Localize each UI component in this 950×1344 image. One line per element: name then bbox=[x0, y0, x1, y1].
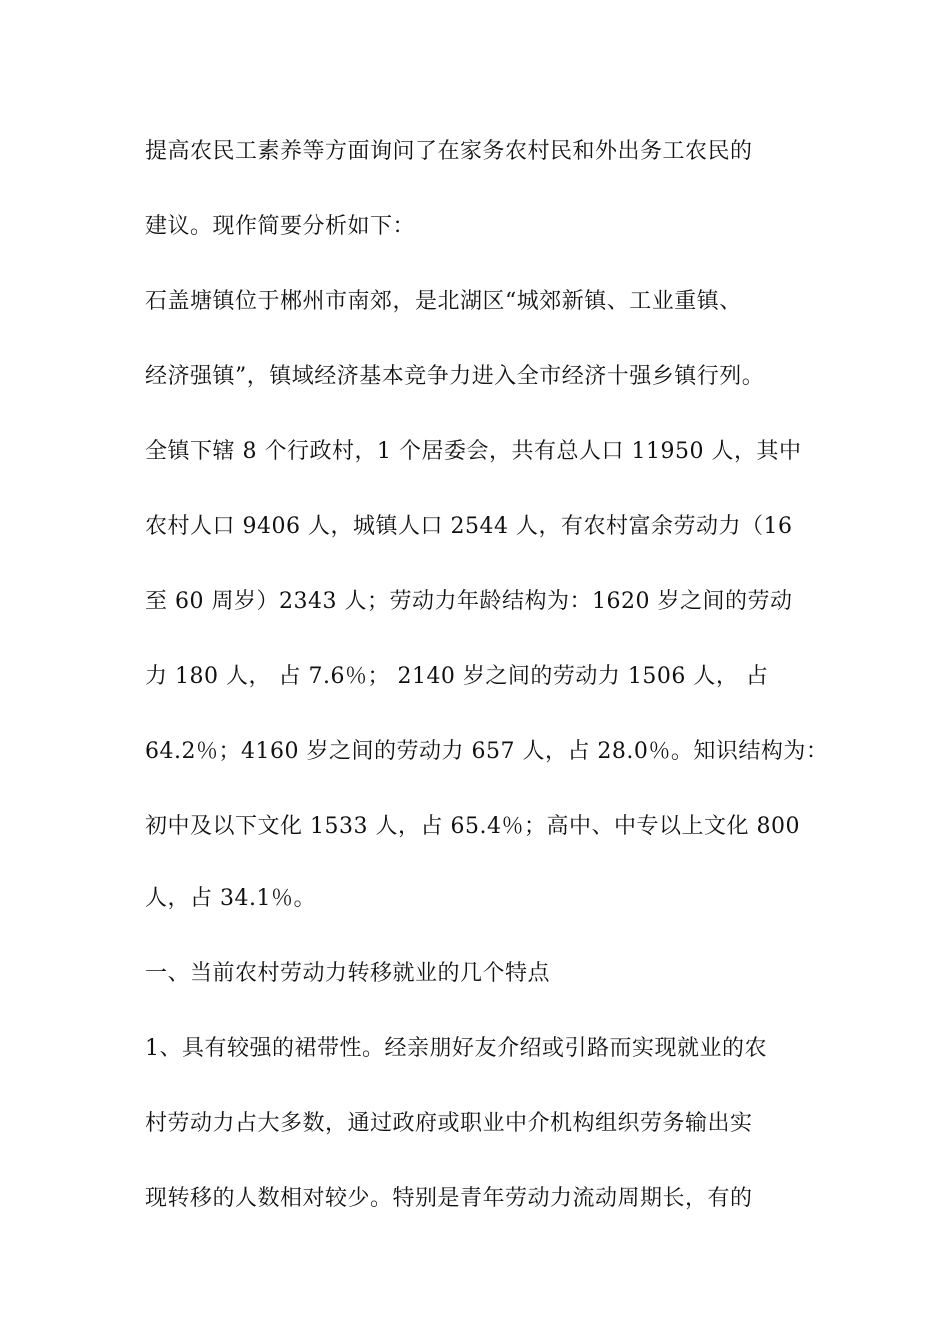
text-line: 初中及以下文化 1533 人，占 65.4％；高中、中专以上文化 800 bbox=[145, 814, 800, 839]
text-line: 人，占 34.1％。 bbox=[145, 886, 316, 911]
text-line: 力 180 人， 占 7.6％； 2140 岁之间的劳动力 1506 人， 占 bbox=[145, 664, 769, 689]
text-line: 村劳动力占大多数，通过政府或职业中介机构组织劳务输出实 bbox=[145, 1111, 753, 1136]
text-line: 建议。现作简要分析如下： bbox=[145, 214, 416, 239]
text-line: 64.2％；4160 岁之间的劳动力 657 人，占 28.0％。知识结构为： bbox=[145, 739, 829, 764]
text-line: 1、具有较强的裙带性。经亲朋好友介绍或引路而实现就业的农 bbox=[145, 1036, 767, 1061]
text-line: 至 60 周岁）2343 人；劳动力年龄结构为：1620 岁之间的劳动 bbox=[145, 589, 793, 614]
text-line: 提高农民工素养等方面询问了在家务农村民和外出务工农民的 bbox=[145, 139, 753, 164]
text-line: 全镇下辖 8 个行政村，1 个居委会，共有总人口 11950 人，其中 bbox=[145, 439, 802, 464]
text-line: 石盖塘镇位于郴州市南郊，是北湖区“城郊新镇、工业重镇、 bbox=[145, 289, 742, 314]
section-heading: 一、当前农村劳动力转移就业的几个特点 bbox=[145, 961, 551, 986]
text-line: 农村人口 9406 人，城镇人口 2544 人，有农村富余劳动力（16 bbox=[145, 514, 793, 539]
text-line: 现转移的人数相对较少。特别是青年劳动力流动周期长，有的 bbox=[145, 1186, 753, 1211]
text-line: 经济强镇”，镇域经济基本竞争力进入全市经济十强乡镇行列。 bbox=[145, 364, 765, 389]
